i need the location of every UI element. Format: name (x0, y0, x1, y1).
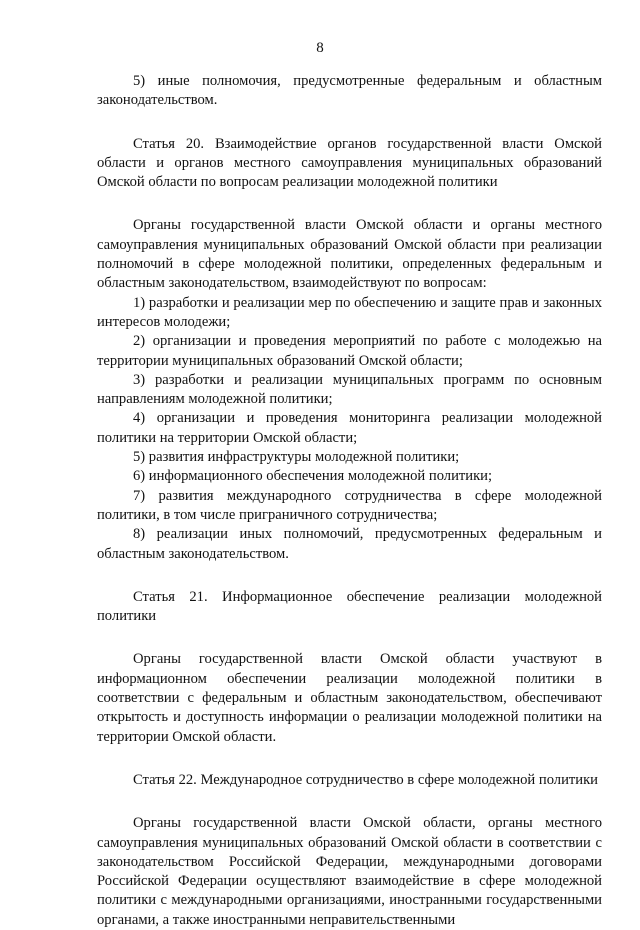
article-20-item-1: 1) разработки и реализации мер по обеспечению и защите прав и законных интересов молодежи; (97, 294, 602, 330)
article-20-item-5: 5) развития инфраструктуры молодежной политики; (133, 449, 460, 466)
article-20-item-6: 6) информационного обеспечения молодежной политики; (133, 468, 493, 485)
article-22-body: Органы государственной власти Омской области, органы местного самоуправления муниципальных образований Омской области в соответствии с законодательством Российской Федерации, международными договорами Российской Федерации осуществляют взаимодействие в сфере молодежной политики с международными организациями, иностранными государственными органами, а также иностранными неправительственными (97, 815, 602, 928)
article-20-lead: Органы государственной власти Омской области и органы местного самоуправления муниципальных образований Омской области при реализации полномочий в сфере молодежной политики, определенных федеральным и областным законодательством, взаимодействуют по вопросам: (97, 217, 602, 292)
article-20-item-7: 7) развития международного сотрудничества в сфере молодежной политики, в том числе приграничного сотрудничества; (97, 487, 602, 523)
article-21-body: Органы государственной власти Омской области участвуют в информационном обеспечении реализации молодежной политики в соответствии с федеральным и областным законодательством, обеспечивают открытость и доступность информации о реализации молодежной политики на территории Омской области. (97, 651, 602, 745)
article-20-heading: Статья 20. Взаимодействие органов государственной власти Омской области и органов местного самоуправления муниципальных образований Омской области по вопросам реализации молодежной политики (97, 135, 602, 191)
article-21-heading: Статья 21. Информационное обеспечение реализации молодежной политики (97, 588, 602, 625)
article-22-heading: Статья 22. Международное сотрудничество в сфере молодежной политики (133, 771, 598, 788)
item-5-other-powers: 5) иные полномочия, предусмотренные федеральным и областным законодательством. (97, 73, 602, 109)
article-20-item-2: 2) организации и проведения мероприятий по работе с молодежью на территории муниципальных образований Омской области; (97, 333, 602, 369)
page-number: 8 (316, 40, 324, 56)
article-20-item-4: 4) организации и проведения мониторинга реализации молодежной политики на территории Омской области; (97, 410, 602, 446)
document-body (97, 72, 602, 930)
article-20-item-3: 3) разработки и реализации муниципальных программ по основным направлениям молодежной политики; (97, 371, 602, 408)
article-20-item-8: 8) реализации иных полномочий, предусмотренных федеральным и областным законодательством. (97, 526, 602, 562)
